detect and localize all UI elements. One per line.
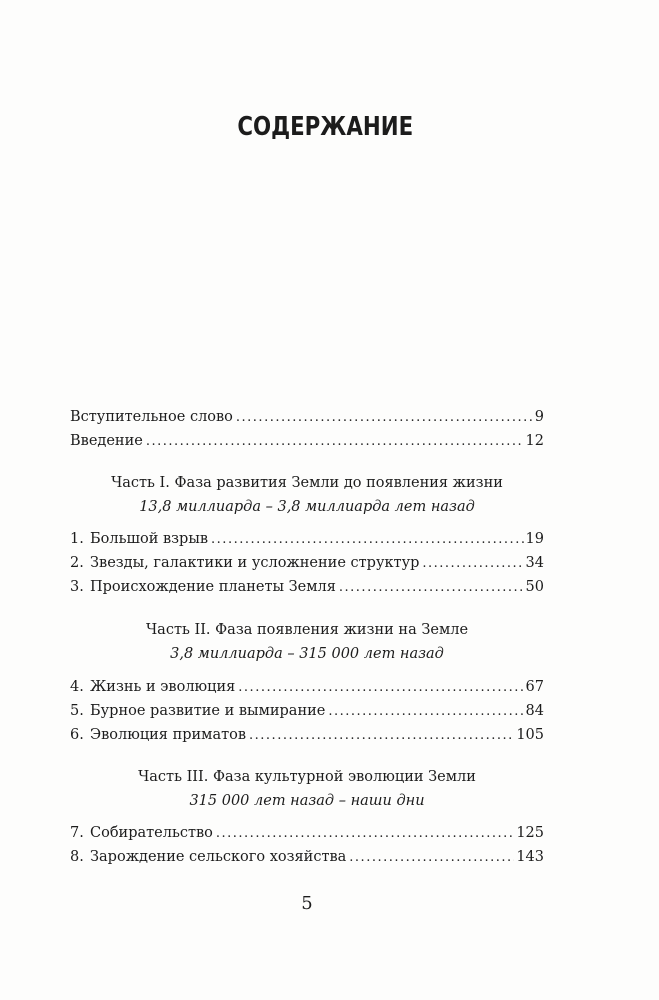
toc-entry-page: 19 bbox=[525, 531, 544, 547]
toc-entry-label: Большой взрыв bbox=[90, 531, 209, 547]
toc-entry-page: 9 bbox=[534, 409, 544, 425]
toc-entry-label: Зарождение сельского хозяйства bbox=[90, 849, 347, 865]
toc-entry-number: 3. bbox=[70, 579, 84, 595]
toc-entry[interactable] bbox=[70, 723, 544, 747]
toc-entry-page: 50 bbox=[525, 579, 544, 595]
page-title: СОДЕРЖАНИЕ bbox=[237, 112, 414, 142]
toc-entry-page: 105 bbox=[516, 727, 544, 743]
dot-leader bbox=[146, 430, 524, 454]
toc-entry-number: 6. bbox=[70, 727, 84, 743]
toc-entry-page: 84 bbox=[525, 703, 544, 719]
toc-entry-page: 67 bbox=[525, 679, 544, 695]
toc-entry[interactable] bbox=[70, 429, 544, 453]
toc-entry-label: Бурное развитие и вымирание bbox=[90, 703, 326, 719]
toc-entry[interactable] bbox=[70, 845, 544, 869]
dot-leader bbox=[238, 676, 523, 700]
toc-entry-number: 4. bbox=[70, 679, 84, 695]
dot-leader bbox=[236, 406, 533, 430]
toc-entry-number: 7. bbox=[70, 825, 84, 841]
toc-entry-number: 1. bbox=[70, 531, 84, 547]
part-heading bbox=[70, 471, 544, 519]
toc-part-1 bbox=[70, 527, 544, 599]
toc-entry-label: Эволюция приматов bbox=[90, 727, 247, 743]
dot-leader bbox=[216, 822, 514, 846]
toc-entry-label: Введение bbox=[70, 433, 143, 449]
part-title: Часть III. Фаза культурной эволюции Земли bbox=[138, 769, 476, 785]
toc-entry[interactable] bbox=[70, 405, 544, 429]
toc-front bbox=[70, 405, 544, 453]
dot-leader bbox=[422, 552, 523, 576]
toc-entry-number: 8. bbox=[70, 849, 84, 865]
part-period: 3,8 миллиарда – 315 000 лет назад bbox=[170, 646, 444, 662]
toc-entry-label: Звезды, галактики и усложнение структур bbox=[90, 555, 420, 571]
toc-entry[interactable] bbox=[70, 699, 544, 723]
part-heading bbox=[70, 618, 544, 666]
toc-entry-label: Вступительное слово bbox=[70, 409, 233, 425]
part-period: 315 000 лет назад – наши дни bbox=[189, 793, 425, 809]
part-period: 13,8 миллиарда – 3,8 миллиарда лет назад bbox=[139, 499, 475, 515]
toc-entry-page: 143 bbox=[516, 849, 544, 865]
dot-leader bbox=[249, 724, 514, 748]
toc-entry[interactable] bbox=[70, 675, 544, 699]
toc-entry-page: 12 bbox=[525, 433, 544, 449]
toc-entry-number: 5. bbox=[70, 703, 84, 719]
toc-part-2 bbox=[70, 675, 544, 747]
toc-entry[interactable] bbox=[70, 575, 544, 599]
dot-leader bbox=[328, 700, 523, 724]
part-title: Часть I. Фаза развития Земли до появления жизни bbox=[111, 475, 503, 491]
toc-part-3 bbox=[70, 821, 544, 869]
dot-leader bbox=[339, 576, 524, 600]
toc-entry-label: Жизнь и эволюция bbox=[90, 679, 236, 695]
dot-leader bbox=[211, 528, 524, 552]
page-number: 5 bbox=[301, 893, 313, 914]
dot-leader bbox=[349, 846, 514, 870]
part-title: Часть II. Фаза появления жизни на Земле bbox=[145, 622, 469, 638]
toc-entry-page: 125 bbox=[516, 825, 544, 841]
toc-entry-label: Происхождение планеты Земля bbox=[90, 579, 336, 595]
toc-entry[interactable] bbox=[70, 821, 544, 845]
toc-entry-label: Собирательство bbox=[90, 825, 213, 841]
toc-entry[interactable] bbox=[70, 551, 544, 575]
toc-entry-page: 34 bbox=[525, 555, 544, 571]
part-heading bbox=[70, 765, 544, 813]
toc-entry-number: 2. bbox=[70, 555, 84, 571]
toc-entry[interactable] bbox=[70, 527, 544, 551]
